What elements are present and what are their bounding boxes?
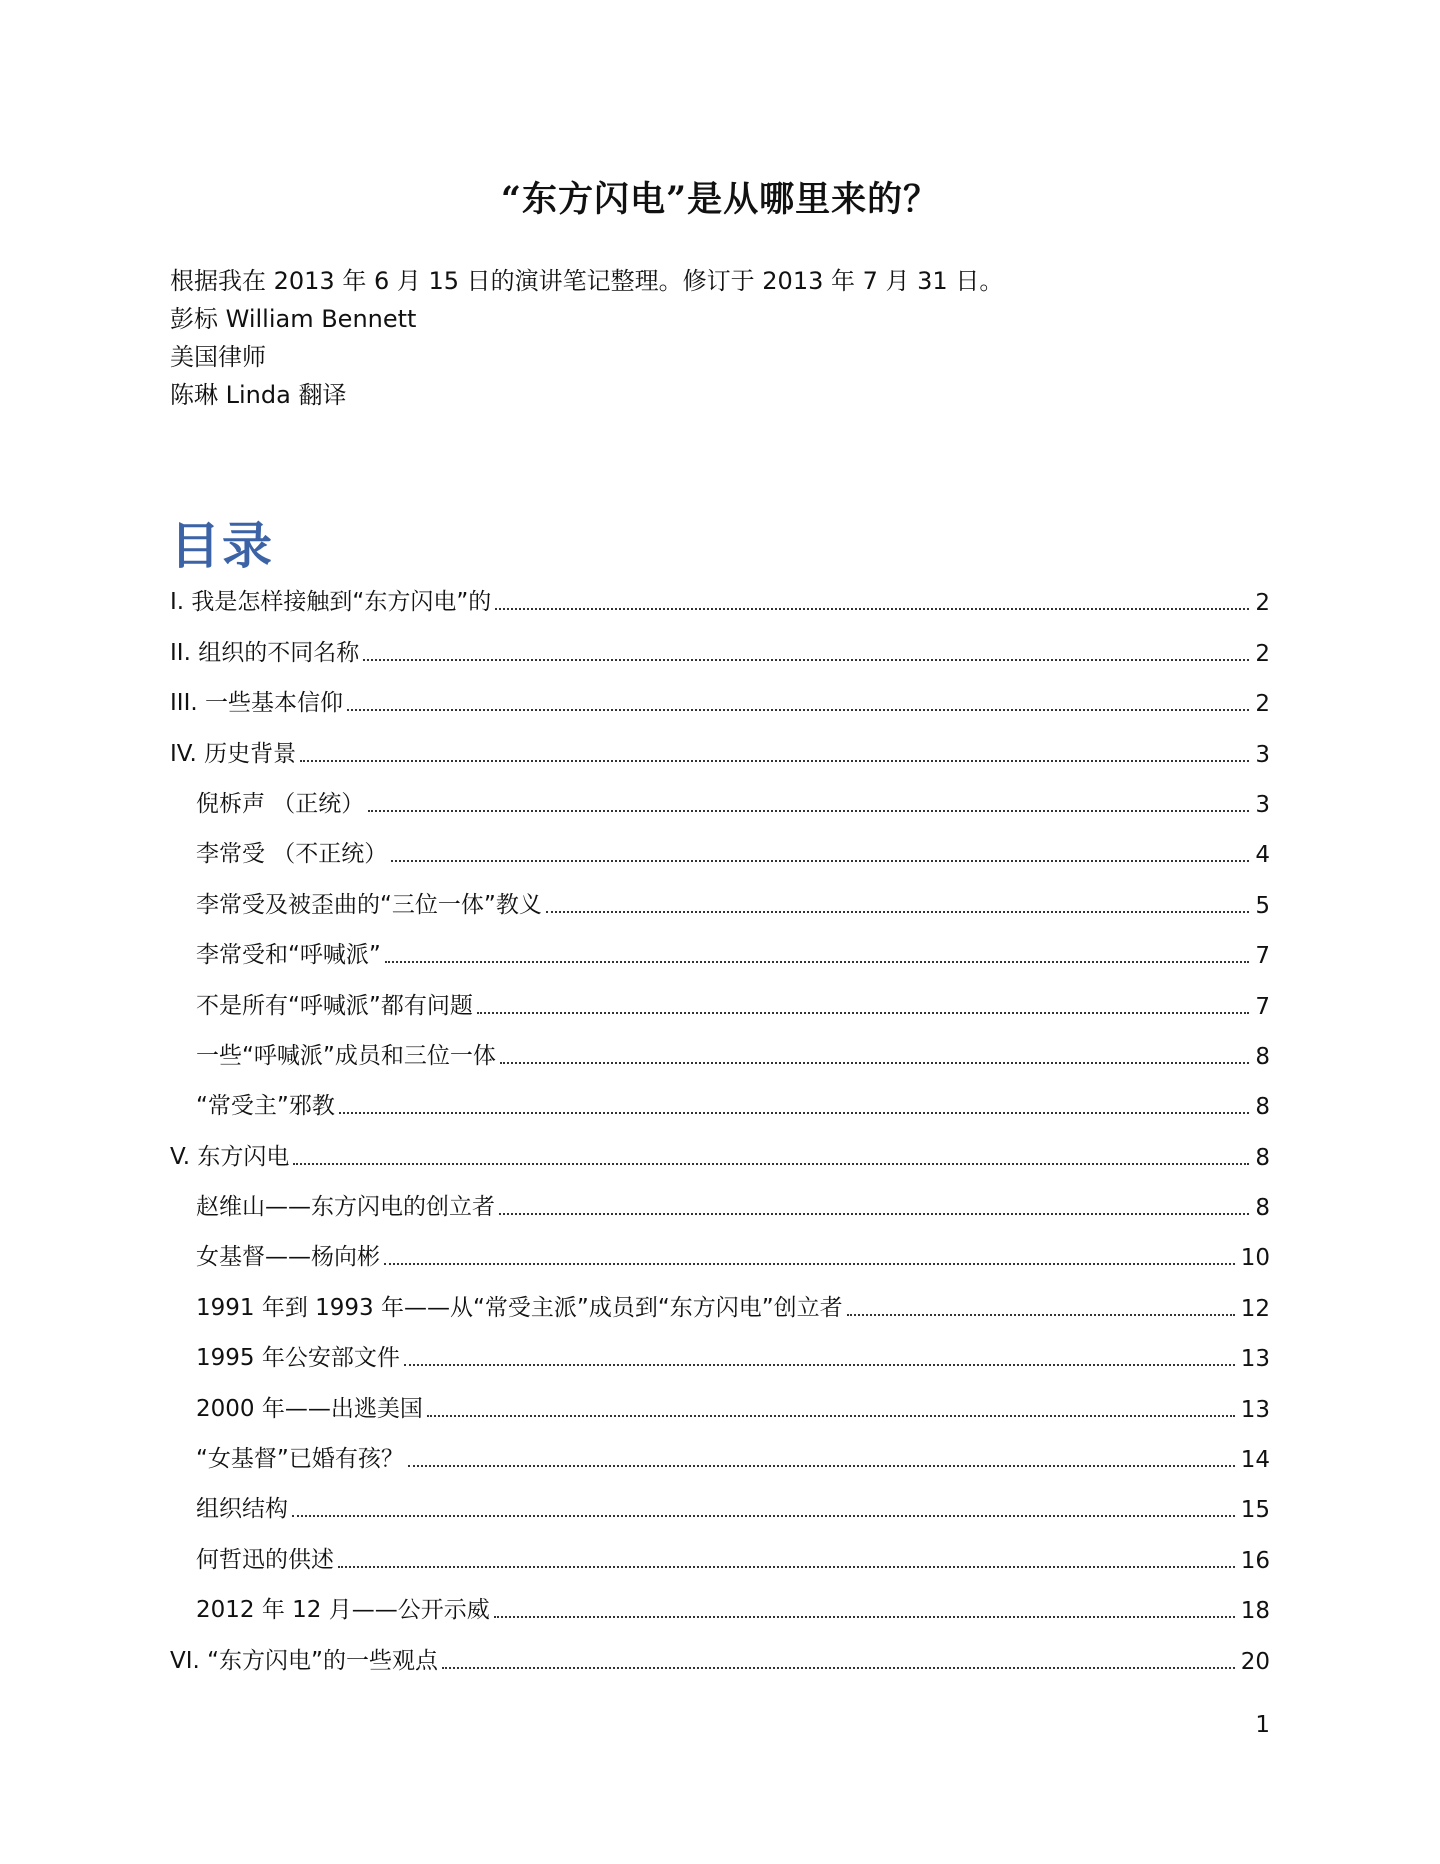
toc-entry-label: 2000 年——出逃美国 <box>196 1395 423 1422</box>
toc-entry-page: 13 <box>1240 1346 1270 1373</box>
toc-entry-page: 8 <box>1255 1094 1270 1121</box>
toc-subentry[interactable] <box>170 1078 1270 1128</box>
toc-entry-page: 12 <box>1240 1295 1270 1322</box>
toc-entry-label: III. 一些基本信仰 <box>170 690 343 717</box>
toc-entry[interactable] <box>170 675 1270 725</box>
toc-leader-dots <box>347 709 1249 711</box>
toc-entry-label: 一些“呼喊派”成员和三位一体 <box>196 1042 496 1069</box>
toc-leader-dots <box>338 1566 1235 1568</box>
document-title: “东方闪电”是从哪里来的？ <box>500 179 940 220</box>
toc-entry-page: 7 <box>1255 993 1270 1020</box>
toc-entry-page: 18 <box>1240 1598 1270 1625</box>
toc-leader-dots <box>442 1667 1235 1669</box>
toc-leader-dots <box>368 810 1249 812</box>
toc-leader-dots <box>384 1263 1235 1265</box>
toc-entry-page: 8 <box>1255 1043 1270 1070</box>
toc-leader-dots <box>500 1062 1250 1064</box>
toc-entry-page: 3 <box>1255 791 1270 818</box>
meta-line-author: 彭标 William Bennett <box>170 305 417 333</box>
toc-leader-dots <box>300 760 1249 762</box>
toc-entry-page: 5 <box>1255 892 1270 919</box>
toc-leader-dots <box>495 608 1249 610</box>
toc-entry-page: 8 <box>1255 1144 1270 1171</box>
toc-leader-dots <box>494 1616 1235 1618</box>
toc-leader-dots <box>391 860 1249 862</box>
toc-entry-page: 2 <box>1255 640 1270 667</box>
toc-entry-page: 4 <box>1255 842 1270 869</box>
toc-subentry[interactable] <box>170 826 1270 876</box>
toc-entry-label: 组织结构 <box>196 1496 288 1523</box>
toc-leader-dots <box>293 1163 1249 1165</box>
toc-entry-page: 10 <box>1240 1245 1270 1272</box>
toc-leader-dots <box>847 1314 1235 1316</box>
toc-entry-label: 李常受和“呼喊派” <box>196 942 381 969</box>
toc-entry-label: 1991 年到 1993 年——从“常受主派”成员到“东方闪电”创立者 <box>196 1294 843 1321</box>
toc-entry[interactable] <box>170 624 1270 674</box>
toc-entry-page: 15 <box>1240 1497 1270 1524</box>
toc-entry-label: 何哲迅的供述 <box>196 1546 334 1573</box>
toc-entry-page: 14 <box>1240 1447 1270 1474</box>
toc-entry-label: “常受主”邪教 <box>196 1093 335 1120</box>
toc-leader-dots <box>339 1112 1250 1114</box>
toc-subentry[interactable] <box>170 977 1270 1027</box>
toc-entry-label: 1995 年公安部文件 <box>196 1345 400 1372</box>
toc-entry-page: 16 <box>1240 1547 1270 1574</box>
toc-leader-dots <box>427 1415 1235 1417</box>
toc-entry[interactable] <box>170 1632 1270 1682</box>
toc-subentry[interactable] <box>170 776 1270 826</box>
document-meta <box>170 262 1003 414</box>
toc-entry-page: 2 <box>1255 691 1270 718</box>
toc-entry[interactable] <box>170 1128 1270 1178</box>
toc-entry-label: II. 组织的不同名称 <box>170 639 360 666</box>
page-number: 1 <box>1255 1712 1270 1738</box>
toc-subentry[interactable] <box>170 1582 1270 1632</box>
toc-entry-page: 8 <box>1255 1195 1270 1222</box>
toc-leader-dots <box>363 659 1249 661</box>
toc-entry[interactable] <box>170 574 1270 624</box>
toc-entry-label: 李常受 （不正统） <box>196 841 388 868</box>
toc-leader-dots <box>546 911 1250 913</box>
toc-entry-label: I. 我是怎样接触到“东方闪电”的 <box>170 589 492 616</box>
toc-leader-dots <box>477 1012 1250 1014</box>
toc-entry-label: 女基督——杨向彬 <box>196 1244 380 1271</box>
toc-heading: 目录 <box>170 517 274 575</box>
toc-entry[interactable] <box>170 725 1270 775</box>
toc-entry-label: “女基督”已婚有孩？ <box>196 1446 404 1473</box>
toc-leader-dots <box>408 1465 1235 1467</box>
toc-subentry[interactable] <box>170 1279 1270 1329</box>
toc-subentry[interactable] <box>170 927 1270 977</box>
meta-line-role: 美国律师 <box>170 343 266 371</box>
toc-subentry[interactable] <box>170 1330 1270 1380</box>
toc-leader-dots <box>292 1515 1235 1517</box>
toc-entry-page: 3 <box>1255 741 1270 768</box>
toc-entry-label: 2012 年 12 月——公开示威 <box>196 1597 490 1624</box>
toc-entry-page: 20 <box>1240 1648 1270 1675</box>
toc-entry-page: 2 <box>1255 590 1270 617</box>
table-of-contents <box>170 574 1270 1683</box>
toc-entry-label: VI. “东方闪电”的一些观点 <box>170 1647 438 1674</box>
toc-subentry[interactable] <box>170 1380 1270 1430</box>
toc-entry-label: V. 东方闪电 <box>170 1143 290 1170</box>
toc-entry-label: 不是所有“呼喊派”都有问题 <box>196 992 473 1019</box>
toc-leader-dots <box>404 1364 1235 1366</box>
toc-entry-label: IV. 历史背景 <box>170 740 297 767</box>
toc-leader-dots <box>499 1213 1249 1215</box>
toc-subentry[interactable] <box>170 1179 1270 1229</box>
toc-entry-label: 赵维山——东方闪电的创立者 <box>196 1194 495 1221</box>
meta-line-date: 根据我在 2013 年 6 月 15 日的演讲笔记整理。修订于 2013 年 7 月 31 日。 <box>170 267 1004 295</box>
toc-subentry[interactable] <box>170 876 1270 926</box>
meta-line-translator: 陈琳 Linda 翻译 <box>170 381 347 409</box>
toc-leader-dots <box>385 961 1250 963</box>
toc-entry-label: 李常受及被歪曲的“三位一体”教义 <box>196 891 542 918</box>
toc-entry-page: 13 <box>1240 1396 1270 1423</box>
toc-entry-label: 倪柝声 （正统） <box>196 790 365 817</box>
toc-subentry[interactable] <box>170 1481 1270 1531</box>
toc-subentry[interactable] <box>170 1531 1270 1581</box>
toc-subentry[interactable] <box>170 1431 1270 1481</box>
toc-entry-page: 7 <box>1255 943 1270 970</box>
toc-subentry[interactable] <box>170 1229 1270 1279</box>
toc-subentry[interactable] <box>170 1028 1270 1078</box>
